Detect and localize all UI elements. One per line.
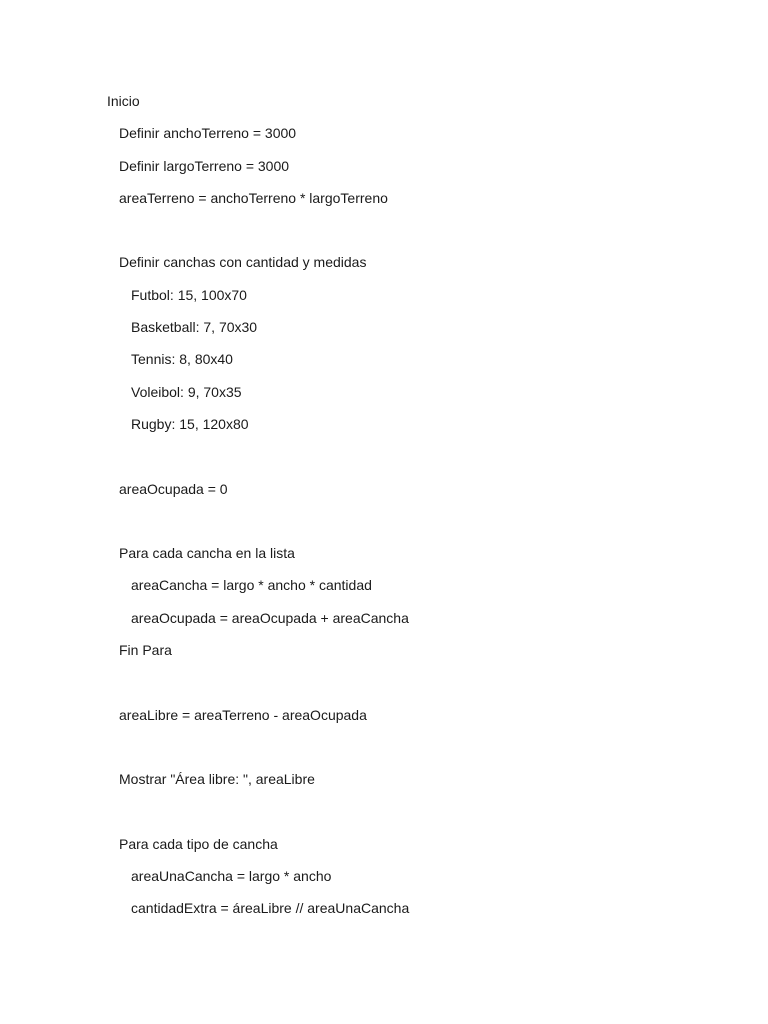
line-tennis: Tennis: 8, 80x40 (131, 351, 233, 368)
line-para-cada-tipo: Para cada tipo de cancha (119, 835, 278, 852)
line-voleibol: Voleibol: 9, 70x35 (131, 383, 242, 400)
blank-line (107, 511, 707, 543)
line-definir-ancho: Definir anchoTerreno = 3000 (119, 125, 297, 142)
line-para-cada-cancha: Para cada cancha en la lista (119, 545, 295, 562)
line-rugby: Rugby: 15, 120x80 (131, 415, 249, 432)
line-area-cancha: areaCancha = largo * ancho * cantidad (131, 577, 372, 594)
blank-line (107, 737, 707, 769)
line-definir-canchas: Definir canchas con cantidad y medidas (119, 254, 367, 271)
line-area-terreno: areaTerreno = anchoTerreno * largoTerreno (119, 189, 388, 206)
line-inicio: Inicio (107, 93, 140, 109)
line-definir-largo: Definir largoTerreno = 3000 (119, 157, 290, 174)
line-mostrar: Mostrar "Área libre: ", areaLibre (119, 771, 315, 788)
line-area-libre: areaLibre = areaTerreno - areaOcupada (119, 706, 367, 723)
line-area-ocupada-sum: areaOcupada = areaOcupada + areaCancha (131, 609, 409, 626)
line-basketball: Basketball: 7, 70x30 (131, 319, 258, 336)
line-fin-para: Fin Para (119, 642, 172, 659)
line-futbol: Futbol: 15, 100x70 (131, 286, 247, 303)
line-cantidad-extra: cantidadExtra = áreaLibre // areaUnaCancha (131, 900, 410, 917)
blank-line (107, 672, 707, 704)
blank-line (107, 802, 707, 834)
blank-line (107, 220, 707, 252)
pseudocode-body (107, 91, 707, 931)
blank-line (107, 446, 707, 478)
line-area-una-cancha: areaUnaCancha = largo * ancho (131, 868, 332, 885)
line-area-ocupada-init: areaOcupada = 0 (119, 480, 228, 497)
